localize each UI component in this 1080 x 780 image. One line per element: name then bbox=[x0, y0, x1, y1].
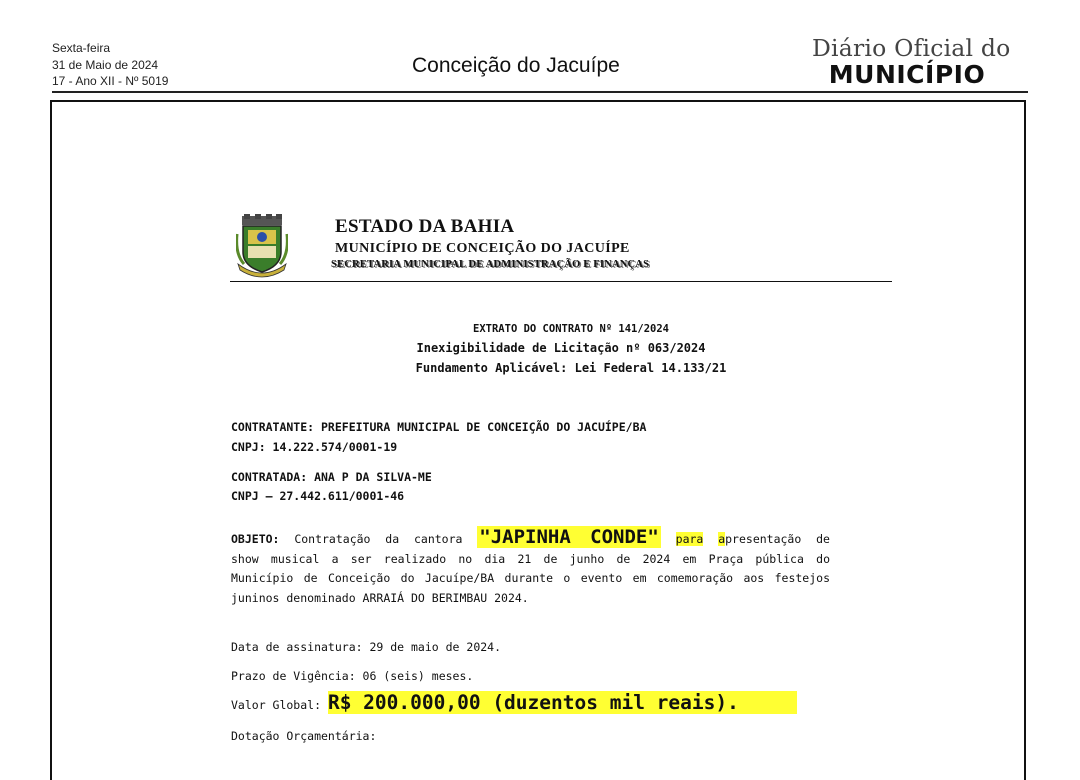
legal-basis-line: Fundamento Aplicável: Lei Federal 14.133/21 bbox=[415, 361, 727, 375]
object-line-4: juninos denominado ARRAIÁ DO BERIMBAU 2024. bbox=[231, 590, 529, 605]
contracted-cnpj: CNPJ – 27.442.611/0001-46 bbox=[231, 489, 405, 503]
budget-allocation: Dotação Orçamentária: bbox=[231, 729, 377, 743]
header-divider bbox=[52, 91, 1028, 93]
city-title: Conceição do Jacuípe bbox=[412, 54, 620, 77]
object-line-1 bbox=[231, 528, 830, 550]
object-ap: a bbox=[718, 532, 726, 546]
publication-date: 31 de Maio de 2024 bbox=[52, 57, 159, 72]
letterhead-state: ESTADO DA BAHIA bbox=[335, 216, 515, 237]
weekday: Sexta-feira bbox=[52, 41, 111, 55]
object-label: OBJETO: bbox=[231, 532, 280, 546]
edition-number: 17 - Ano XII - Nº 5019 bbox=[52, 74, 169, 88]
letterhead-divider bbox=[230, 281, 892, 282]
letterhead-municipality: MUNICÍPIO DE CONCEIÇÃO DO JACUÍPE bbox=[335, 241, 630, 256]
signature-date: Data de assinatura: 29 de maio de 2024. bbox=[231, 640, 502, 654]
contracting-party: CONTRATANTE: PREFEITURA MUNICIPAL DE CONCEIÇÃO DO JACUÍPE/BA bbox=[231, 420, 647, 434]
document-frame bbox=[50, 100, 1026, 780]
artist-name: "JAPINHA CONDE" bbox=[479, 526, 659, 548]
object-intro: Contratação da cantora bbox=[294, 532, 463, 546]
global-value: R$ 200.000,00 (duzentos mil reais). bbox=[328, 691, 797, 714]
municipal-coat-of-arms-icon bbox=[236, 214, 288, 280]
object-line-3: Município de Conceição do Jacuípe/BA durante o evento em comemoração aos festejos bbox=[231, 571, 830, 585]
global-value-row bbox=[231, 691, 797, 714]
edition-info bbox=[52, 40, 168, 90]
object-line-2: show musical a ser realizado no dia 21 de junho de 2024 em Praça pública do bbox=[231, 551, 830, 566]
object-paragraph bbox=[231, 528, 830, 608]
masthead-bottom: MUNICÍPIO bbox=[828, 60, 986, 89]
masthead-top: Diário Oficial do bbox=[812, 34, 1011, 62]
object-para: para bbox=[675, 532, 704, 546]
global-value-label: Valor Global: bbox=[231, 698, 322, 712]
contract-title: EXTRATO DO CONTRATO Nº 141/2024 bbox=[473, 323, 669, 335]
validity-period: Prazo de Vigência: 06 (seis) meses. bbox=[231, 669, 474, 683]
object-rest: presentação de bbox=[725, 532, 830, 546]
inexigibility-line: Inexigibilidade de Licitação nº 063/2024 bbox=[416, 341, 706, 355]
contracting-cnpj: CNPJ: 14.222.574/0001-19 bbox=[231, 440, 398, 454]
contracted-party: CONTRATADA: ANA P DA SILVA-ME bbox=[231, 470, 432, 484]
masthead-logo bbox=[812, 34, 1011, 89]
letterhead-secretariat: SECRETARIA MUNICIPAL DE ADMINISTRAÇÃO E FINANÇAS bbox=[331, 259, 650, 270]
